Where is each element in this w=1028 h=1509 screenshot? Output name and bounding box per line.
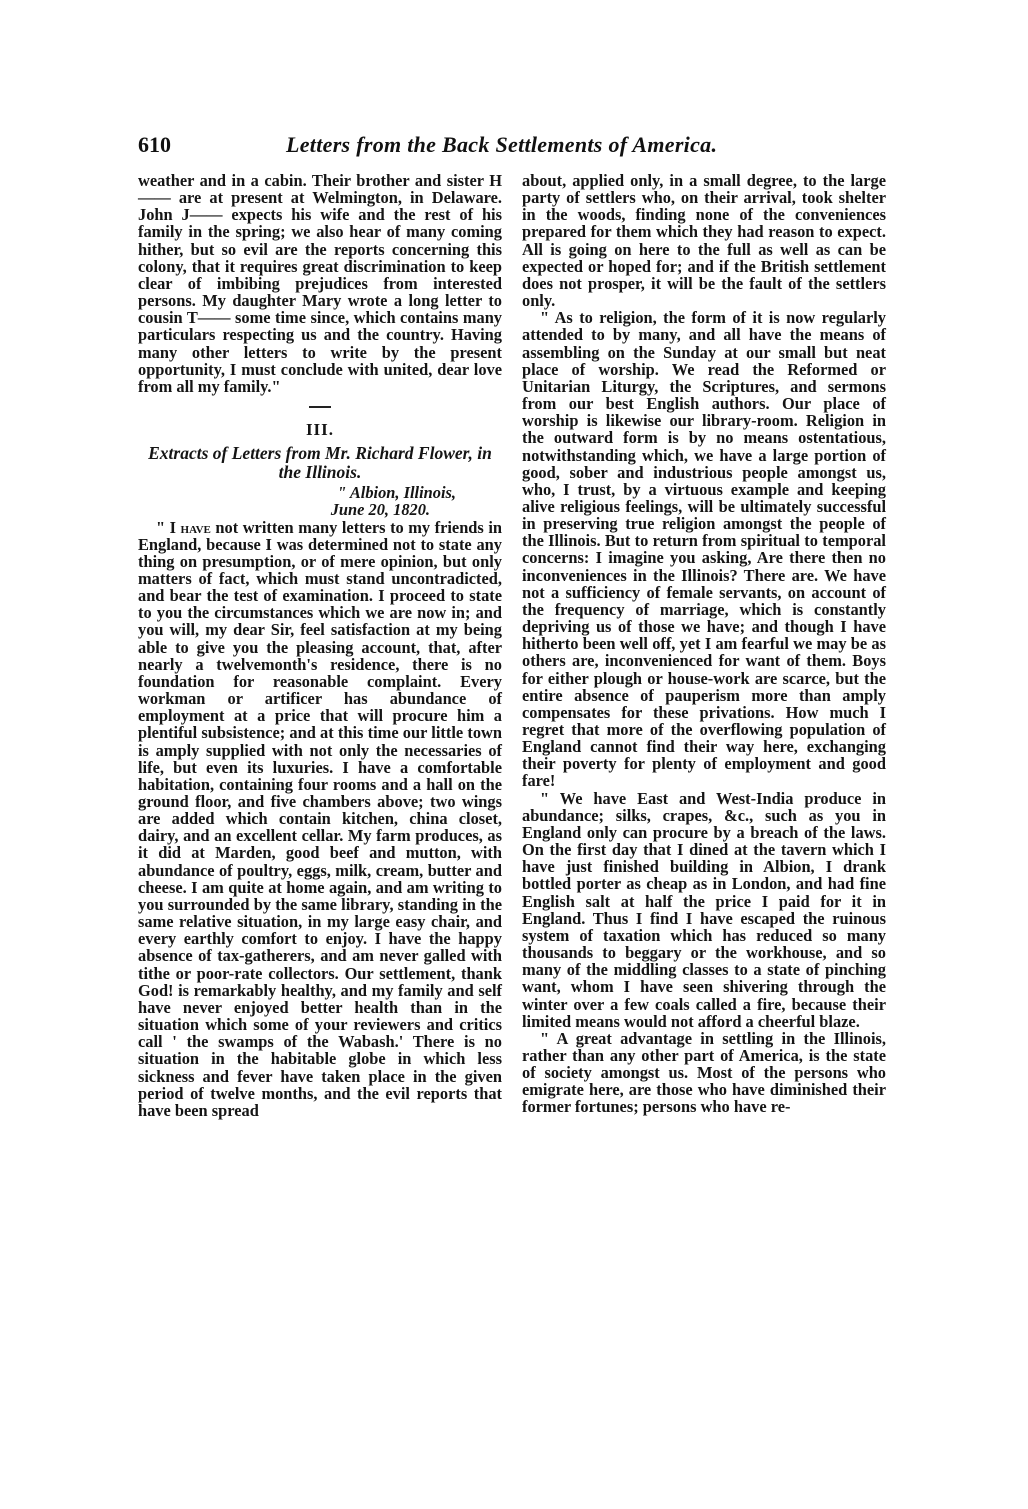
left-column	[138, 172, 502, 1119]
paragraph-lead-smallcaps: " I have	[156, 517, 211, 537]
left-paragraph-2-body: not written many letters to my friends in England, because I was determined not to state any thing on presumption, or of mere opinion, but only matters of fact, which must stand uncontradicted, and bear the test of examination. I proceed to state to you the circumstances which we are now in; and you will, my dear Sir, feel satisfaction at my being able to give you the pleasing account, that, after nearly a twelvemonth's residence, there is no foundation for reasonable complaint. Every workman or artificer has abundance of employment at a price that will procure him a plentiful subsistence; and at this time our little town is amply supplied with not only the necessaries of life, but even its luxuries. I have a comfortable habitation, containing four rooms and a hall on the ground floor, and five chambers above; two wings are added which contain kitchen, china closet, dairy, and an excellent cellar. My farm produces, as it did at Marden, good beef and mutton, with abundance of poultry, eggs, milk, cream, butter and cheese. I am quite at home again, and am writing to you surrounded by the same library, standing in the same relative situation, in my large easy chair, and every earthly comfort to enjoy. I have the happy absence of tax-gatherers, and am never galled with tithe or poor-rate collectors. Our settlement, thank God! is remarkably healthy, and my family and self have never enjoyed better health than in the situation which some of your reviewers and critics call ' the swamps of the Wabash.' There is no situation in the habitable globe in which less sickness and fever have taken place in the given period of twelve months, and the evil reports that have been spread	[138, 517, 502, 1120]
right-paragraph-1: about, applied only, in a small degree, to the large party of settlers who, on their arrival, took shelter in the woods, finding none of the conveniences prepared for them which they had reason to expect. All is going on here to the full as well as can be expected or hoped for; and if the British settlement does not prosper, it will be the fault of the settlers only.	[522, 171, 886, 311]
section-title: Extracts of Letters from Mr. Richard Flower, in the Illinois.	[148, 443, 492, 483]
running-title: Letters from the Back Settlements of America.	[286, 132, 718, 157]
left-paragraph-1: weather and in a cabin. Their brother and sister H—— are at present at Welmington, in Delaware. John J—— expects his wife and the rest of his family in the spring; we also hear of many coming hither, but so evil are the reports concerning this colony, that it requires great discrimination to keep clear of imbibing prejudices from interested persons. My daughter Mary wrote a long letter to cousin T—— some time since, which contains many particulars respecting us and the country. Having many other letters to write by the present opportunity, I must conclude with united, dear love from all my family."	[138, 171, 502, 396]
page-header	[138, 132, 898, 162]
dateline-place: " Albion, Illinois,	[337, 483, 456, 503]
section-divider	[138, 397, 502, 415]
dateline-date: June 20, 1820.	[330, 500, 430, 520]
left-paragraph-2	[138, 519, 502, 1119]
right-paragraph-3: " We have East and West-India produce in abundance; silks, crapes, &c., such as you in England only can procure by a breach of the laws. On the first day that I dined at the tavern which I have just finished building in Albion, I drank bottled porter as cheap as in London, and had fine English salt at half the price I paid for it in England. Thus I find I have escaped the ruinous system of taxation which has reduced so many thousands to beggary or the workhouse, and so many of the middling classes to a state of pinching want, whom I have seen shivering through the winter over a few coals called a fire, because their limited means would not afford a cheerful blaze.	[522, 788, 886, 1031]
page-number: 610	[138, 132, 171, 157]
section-number: III.	[305, 420, 335, 440]
right-column	[522, 172, 886, 1116]
right-paragraph-4: " A great advantage in settling in the Illinois, rather than any other part of America, is the state of society amongst us. Most of the persons who emigrate here, are those who have diminished their former fortunes; persons who have re-	[522, 1028, 886, 1117]
right-paragraph-2: " As to religion, the form of it is now regularly attended to by many, and all have the means of assembling on the Sunday at our small but neat place of worship. We read the Reformed or Unitarian Liturgy, the Scriptures, and sermons from our best English authors. Our place of worship is likewise our library-room. Religion in the outward form is by no means ostentatious, notwithstanding which, we have a large portion of good, sober and industrious people amongst us, who, I trust, by a virtuous example and keeping alive religious feelings, will be ultimately successful in preserving true religion amongst the people of the Illinois. But to return from spiritual to temporal concerns: I imagine you asking, Are there then no inconveniences in the Illinois? There are. We have not a sufficiency of female servants, on account of the frequency of marriage, which is constantly depriving us of those we have; and though I have hitherto been well off, yet I am fearful we may be as others are, inconvenienced for want of them. Boys for either plough or house-work are scarce, but the entire absence of pauperism more than amply compensates for these privations. How much I regret that more of the overflowing population of England cannot find their way here, exchanging their poverty for plenty of employment and good fare!	[522, 308, 886, 791]
